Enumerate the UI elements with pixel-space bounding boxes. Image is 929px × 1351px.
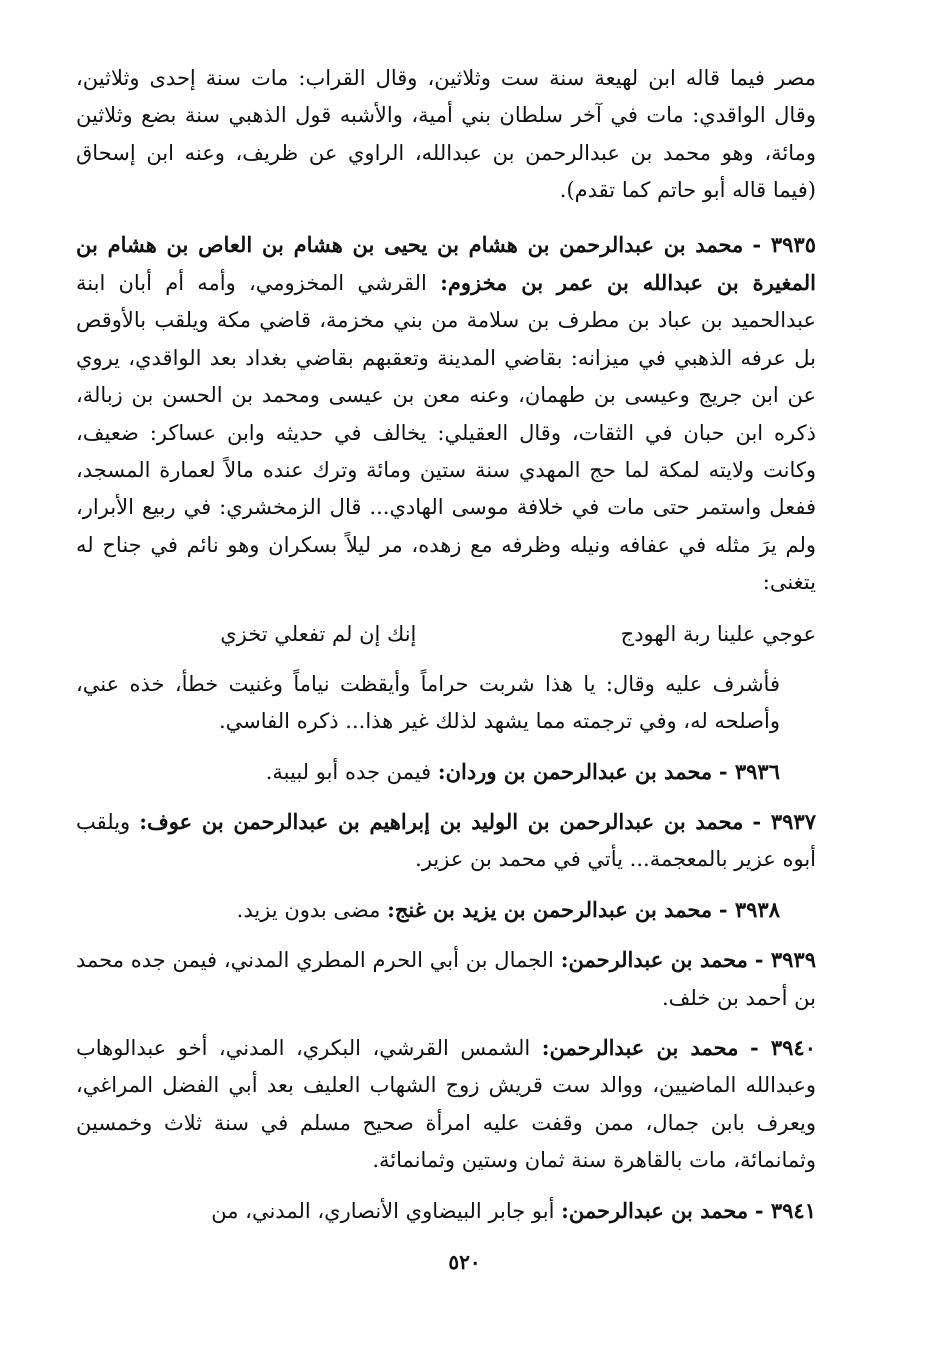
verse-second-hemistich: إنك إن لم تفعلي تخزي [220, 621, 417, 646]
entry-name: محمد بن عبدالرحمن بن وردان: [437, 758, 713, 784]
entry-name: محمد بن عبدالرحمن بن يزيد بن غنج: [387, 896, 713, 922]
entry-name: محمد بن عبدالرحمن: [561, 1197, 749, 1223]
entry-number: ٣٩٣٦ - [718, 758, 780, 784]
entry-text: الجمال بن أبي الحرم المطري المدني، فيمن جده محمد بن أحمد بن خلف. [76, 948, 816, 1010]
entry-number: ٣٩٣٨ - [718, 896, 780, 922]
after-verse-text: فأشرف عليه وقال: يا هذا شربت حراماً وأيقظت نياماً وغنيت خطأ، خذه عني، وأصلحه له، وفي ترجمته مما يشهد لذلك غير هذا... ذكره الفاسي. [76, 671, 780, 734]
intro-paragraph [76, 60, 816, 210]
entry-3937 [76, 803, 816, 879]
poem-verse [76, 614, 816, 654]
entry-text: الشمس القرشي، البكري، المدني، أخو عبدالوهاب وعبدالله الماضيين، ووالد ست قريش زوج الشهاب العليف بعد أبي الفضل المراغي، ويعرف بابن جمال، ممن وقفت عليه امرأة صحيح مسلم في سنة ثلاث وخمسين وثمانمائة، مات بالقاهرة سنة ثمان وستين وثمانمائة. [76, 1035, 816, 1173]
entry-name: محمد بن عبدالرحمن بن الوليد بن إبراهيم بن عبدالرحمن بن عوف: [139, 808, 744, 834]
entry-name: محمد بن عبدالرحمن: [541, 1034, 739, 1060]
entry-text: فيمن جده أبو لبيبة. [265, 759, 432, 784]
entry-number: ٣٩٣٩ - [754, 947, 816, 973]
entry-3939 [76, 941, 816, 1017]
entry-3935 [76, 226, 816, 602]
entry-3936 [76, 753, 816, 791]
entry-text: القرشي المخزومي، وأمه أم أبان ابنة عبدالحميد بن عباد بن مطرف بن سلامة من بني مخزمة، قاضي مكة ويلقب بالأوقص بل عرفه الذهبي في ميزانه: بقاضي المدينة وتعقبهم بقاضي بغداد بعد الواقدي، يروي عن ابن جريج وعيسى بن طهمان، وعنه معن بن عيسى ومحمد بن الحسن بن زبالة، ذكره ابن حبان في الثقات، وقال العقيلي: يخالف في حديثه وابن عساكر: ضعيف، وكانت ولايته لمكة لما حج المهدي سنة ستين ومائة وترك عنده مالاً لعمارة المسجد، ففعل واستمر حتى مات في خلافة موسى الهادي... قال الزمخشري: في ربيع الأبرار، ولم يرَ مثله في عفافه ونيله وظرفه مع زهده، مر ليلاً بسكران وهو نائم في جناح له يتغنى: [76, 271, 816, 595]
entry-3941 [76, 1192, 816, 1230]
entry-text: أبو جابر البيضاوي الأنصاري، المدني، من [211, 1198, 555, 1223]
after-verse-paragraph [76, 666, 816, 741]
entry-number: ٣٩٣٥ - [752, 231, 816, 257]
entry-3940 [76, 1029, 816, 1180]
entry-name: محمد بن عبدالرحمن: [560, 947, 748, 973]
entry-number: ٣٩٤١ - [754, 1197, 816, 1223]
intro-text: مصر فيما قاله ابن لهيعة سنة ست وثلاثين، وقال القراب: مات سنة إحدى وثلاثين، وقال الواقدي: مات في آخر سلطان بني أمية، والأشبه قول الذهبي سنة بضع وثلاثين ومائة، وهو محمد بن عبدالرحمن بن عبدالله، الراوي عن ظريف، وعنه ابن إسحاق (فيما قاله أبو حاتم كما تقدم). [76, 66, 816, 203]
page-number: ٥٢٠ [448, 1250, 481, 1274]
verse-first-hemistich: عوجي علينا ربة الهودج [620, 621, 816, 646]
entry-number: ٣٩٤٠ - [749, 1034, 816, 1060]
entry-text: ويلقب أبوه عزير بالمعجمة... يأتي في محمد بن عزير. [76, 809, 816, 872]
entry-text: مضى بدون يزيد. [236, 897, 381, 922]
page-body [76, 60, 816, 1242]
entry-name: محمد بن عبدالرحمن بن هشام بن يحيى بن هشام بن العاص بن هشام بن المغيرة بن عبدالله بن عمر بن مخزوم: [76, 231, 816, 296]
entry-3938 [76, 891, 816, 929]
entry-number: ٣٩٣٧ - [752, 808, 816, 834]
